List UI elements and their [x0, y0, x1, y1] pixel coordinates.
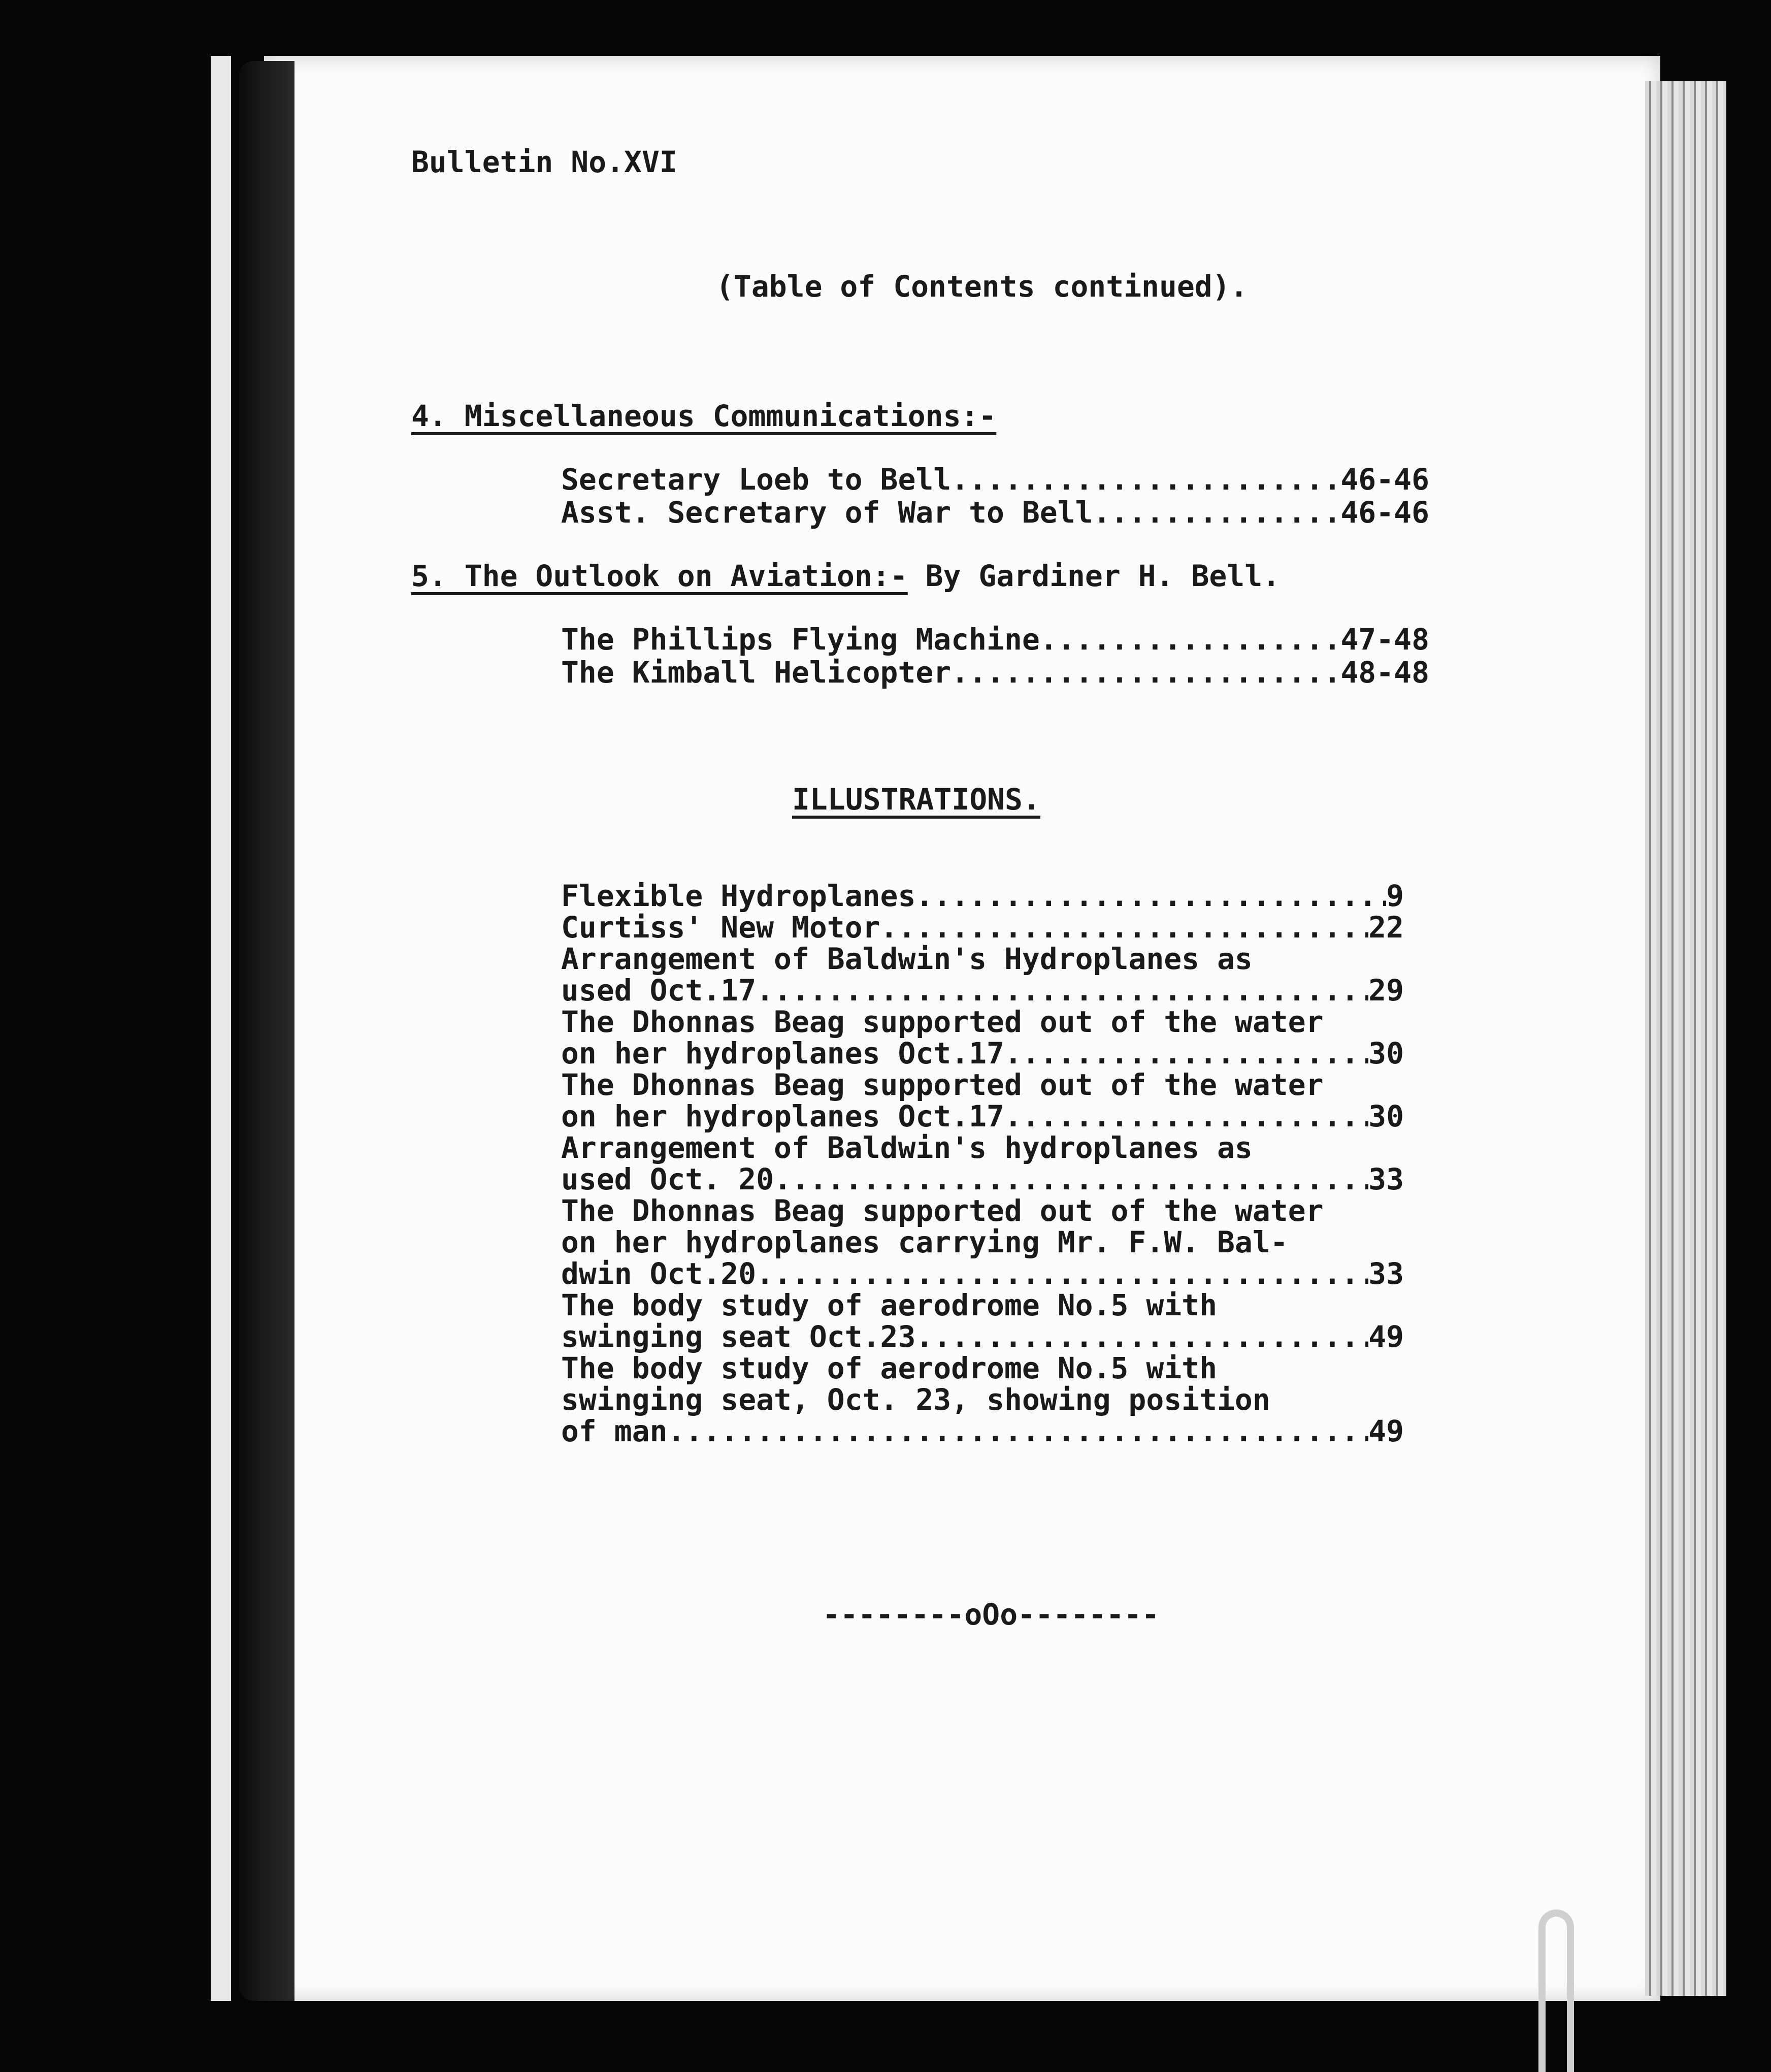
- illustration-line: [561, 973, 1404, 1008]
- leader-dots: [915, 1322, 1368, 1351]
- toc-entry-title: Secretary Loeb to Bell: [561, 462, 952, 497]
- illustration-line: [561, 1164, 1404, 1194]
- illustration-line: [561, 1290, 1217, 1320]
- illustration-page: 33: [1368, 1256, 1404, 1291]
- illustration-line: [561, 1099, 1404, 1134]
- illustration-text: of man: [561, 1414, 668, 1448]
- illustration-page: 33: [1368, 1162, 1404, 1196]
- section-heading-5-author: By Gardiner H. Bell.: [907, 559, 1281, 593]
- illustration-line: [561, 1319, 1404, 1354]
- leader-dots: [951, 465, 1340, 494]
- leader-dots: [1093, 498, 1341, 527]
- illustration-text: swinging seat, Oct. 23, showing position: [561, 1382, 1270, 1417]
- toc-entry: [561, 462, 1429, 497]
- leader-dots: [668, 1416, 1369, 1446]
- section-heading-5-title: 5. The Outlook on Aviation:-: [411, 559, 908, 593]
- leader-dots: [951, 658, 1340, 687]
- illustration-text: The Dhonnas Beag supported out of the water: [561, 1005, 1324, 1039]
- facing-page-edge: [211, 56, 231, 2001]
- illustration-text: on her hydroplanes Oct.17: [561, 1036, 1004, 1071]
- illustration-page: 30: [1368, 1099, 1404, 1134]
- illustration-line: [561, 881, 1404, 911]
- illustrations-heading: ILLUSTRATIONS.: [792, 782, 1040, 817]
- toc-entry-pages: 46-46: [1340, 462, 1429, 497]
- illustration-text: on her hydroplanes carrying Mr. F.W. Bal-: [561, 1225, 1288, 1259]
- section-heading-5: [411, 561, 1280, 591]
- leader-dots: [880, 913, 1369, 942]
- illustration-page: 30: [1368, 1036, 1404, 1071]
- toc-entry-title: Asst. Secretary of War to Bell: [561, 495, 1093, 530]
- toc-entry: [561, 655, 1429, 690]
- illustration-line: [561, 1130, 1253, 1165]
- illustration-text: on her hydroplanes Oct.17: [561, 1099, 1004, 1134]
- toc-entry-title: The Phillips Flying Machine: [561, 622, 1040, 657]
- illustration-line: [561, 1256, 1404, 1291]
- illustration-line: [561, 1382, 1270, 1417]
- bulletin-number: Bulletin No.XVI: [411, 145, 677, 179]
- illustration-line: [561, 1036, 1404, 1071]
- illustration-line: [561, 1353, 1217, 1383]
- page-subtitle: (Table of Contents continued).: [716, 269, 1248, 304]
- illustration-line: [561, 910, 1404, 945]
- illustration-text: The body study of aerodrome No.5 with: [561, 1351, 1218, 1385]
- illustration-line: [561, 1007, 1324, 1037]
- illustration-page: 9: [1386, 879, 1404, 913]
- illustration-line: [561, 1193, 1324, 1228]
- illustration-line: [561, 1067, 1324, 1102]
- leader-dots: [756, 976, 1368, 1005]
- illustration-text: The Dhonnas Beag supported out of the water: [561, 1193, 1324, 1228]
- paperclip-icon: [1538, 1909, 1574, 2072]
- illustration-line: [561, 1416, 1404, 1446]
- section-heading-4: 4. Miscellaneous Communications:-: [411, 399, 997, 433]
- illustration-line: [561, 1227, 1288, 1257]
- toc-entry-pages: 48-48: [1340, 655, 1429, 690]
- leader-dots: [1040, 625, 1341, 654]
- illustration-page: 49: [1368, 1414, 1404, 1448]
- illustration-text: swinging seat Oct.23: [561, 1319, 916, 1354]
- illustration-text: The body study of aerodrome No.5 with: [561, 1288, 1218, 1322]
- toc-entry: [561, 622, 1429, 657]
- illustration-text: Flexible Hydroplanes: [561, 879, 916, 913]
- book-binding: [239, 61, 294, 2001]
- illustration-text: Arrangement of Baldwin's hydroplanes as: [561, 1130, 1253, 1165]
- toc-entry-pages: 46-46: [1340, 495, 1429, 530]
- page-stack-edges: [1645, 81, 1726, 1996]
- illustration-line: [561, 944, 1253, 974]
- toc-entry: [561, 495, 1429, 530]
- illustration-text: used Oct.17: [561, 973, 757, 1008]
- leader-dots: [1004, 1039, 1368, 1068]
- leader-dots: [756, 1259, 1368, 1288]
- illustration-text: Arrangement of Baldwin's Hydroplanes as: [561, 942, 1253, 976]
- toc-entry-pages: 47-48: [1340, 622, 1429, 657]
- leader-dots: [915, 881, 1386, 911]
- leader-dots: [774, 1164, 1368, 1194]
- end-mark: --------oOo--------: [823, 1597, 1160, 1632]
- illustration-page: 29: [1368, 973, 1404, 1008]
- toc-entry-title: The Kimball Helicopter: [561, 655, 952, 690]
- illustration-page: 49: [1368, 1319, 1404, 1354]
- illustration-text: Curtiss' New Motor: [561, 910, 880, 945]
- illustration-text: The Dhonnas Beag supported out of the water: [561, 1067, 1324, 1102]
- illustration-text: used Oct. 20: [561, 1162, 774, 1196]
- illustration-text: dwin Oct.20: [561, 1256, 757, 1291]
- leader-dots: [1004, 1102, 1368, 1131]
- illustration-page: 22: [1368, 910, 1404, 945]
